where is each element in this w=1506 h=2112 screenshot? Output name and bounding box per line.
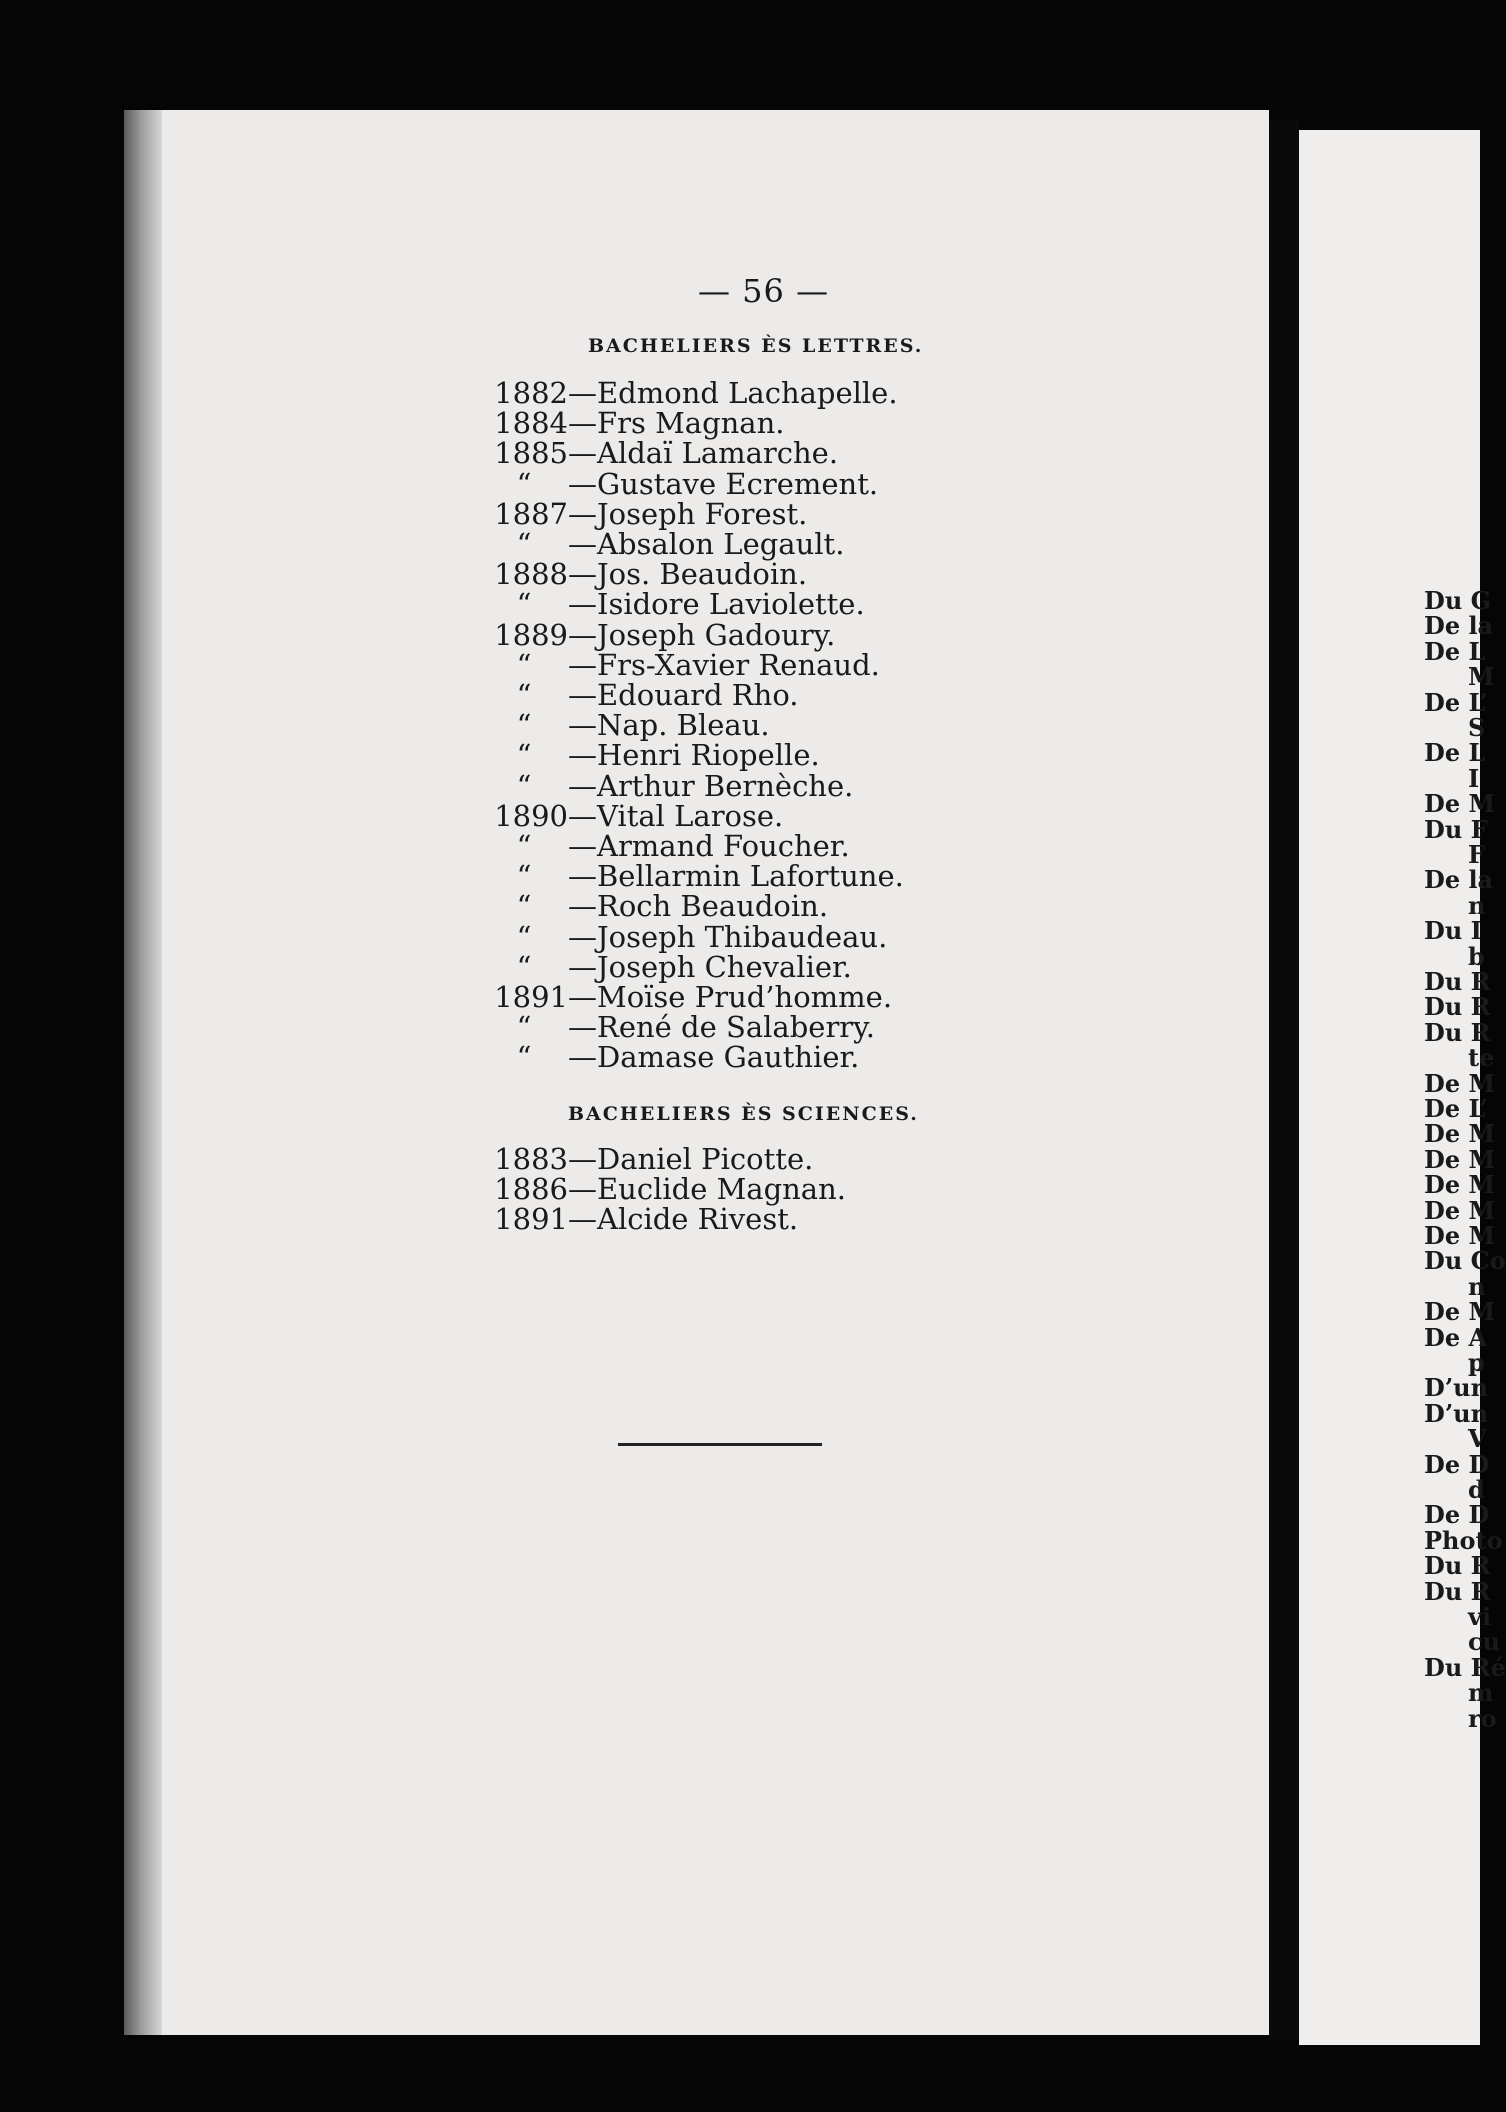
entry-dash: — — [568, 557, 597, 592]
entry-year: 1887 — [494, 496, 568, 531]
right-page-fragment: b — [1468, 941, 1485, 971]
entry-year: “ — [516, 587, 532, 622]
right-page-fragment: De M — [1424, 1195, 1496, 1225]
entry-year: “ — [516, 738, 532, 773]
right-page-fragment: Du I — [1424, 916, 1482, 946]
right-page-fragment: Du G — [1424, 586, 1492, 615]
right-page-fragment: d — [1468, 1475, 1485, 1504]
entry-name: Gustave Ecrement. — [597, 466, 879, 501]
entry-dash: — — [568, 496, 597, 531]
entry-row — [480, 982, 892, 1012]
entry-name: Absalon Legault. — [597, 527, 845, 561]
right-page-fragment: Du Ré — [1424, 1652, 1506, 1682]
entry-row — [480, 889, 829, 924]
entry-row — [480, 1040, 860, 1075]
right-page-fragment: p — [1468, 1348, 1485, 1377]
entry-row — [480, 768, 854, 803]
entry-year: “ — [516, 1010, 532, 1045]
right-page-fragment: cu — [1468, 1627, 1501, 1657]
entry-name: Joseph Gadoury. — [597, 617, 836, 652]
right-page-fragment: De M — [1424, 1068, 1496, 1098]
entry-dash: — — [568, 376, 597, 410]
entry-name: Roch Beaudoin. — [597, 889, 829, 924]
entry-dash: — — [568, 1142, 597, 1176]
entry-row — [480, 1204, 798, 1234]
right-page-fragment: S — [1468, 713, 1486, 742]
entry-dash: — — [568, 889, 597, 924]
entry-name: Frs Magnan. — [597, 406, 785, 441]
entry-row — [480, 496, 808, 531]
entry-year: 1889 — [494, 617, 568, 652]
entry-dash: — — [568, 1040, 597, 1075]
entry-row — [480, 466, 879, 501]
entry-year: “ — [516, 678, 532, 712]
right-page-fragment: m — [1468, 1678, 1494, 1708]
right-page-fragment: V — [1468, 1424, 1487, 1454]
entry-year: 1888 — [494, 557, 568, 592]
entry-row — [480, 738, 820, 773]
right-page-fragment: Du R — [1424, 992, 1491, 1022]
entry-row — [480, 647, 880, 682]
right-page-fragment: De M — [1424, 1144, 1496, 1174]
right-page-fragment: De M — [1424, 1119, 1496, 1149]
entry-dash: — — [568, 829, 597, 863]
entry-name: Isidore Laviolette. — [597, 587, 865, 622]
entry-row — [480, 406, 785, 441]
entry-row — [480, 949, 852, 984]
right-page-fragment: De D — [1424, 1449, 1490, 1479]
page-gutter — [1269, 120, 1299, 2040]
right-page-fragment: Du R — [1424, 1551, 1491, 1581]
entry-name: Aldaï Lamarche. — [597, 436, 839, 471]
right-page-fragment: Du R — [1424, 1576, 1491, 1606]
entry-name: Edouard Rho. — [597, 678, 799, 712]
entry-name: Frs-Xavier Renaud. — [597, 647, 880, 682]
entry-dash: — — [568, 647, 597, 682]
entry-name: Nap. Bleau. — [597, 708, 770, 743]
right-page-fragment: Du Co — [1424, 1246, 1506, 1276]
entry-row — [480, 557, 808, 592]
entry-year: 1885 — [494, 436, 568, 471]
right-page-fragment: F — [1468, 840, 1486, 869]
section-heading-sciences: BACHELIERS ÈS SCIENCES. — [568, 1103, 919, 1125]
entry-dash: — — [568, 678, 597, 712]
right-page-fragment: De M — [1424, 1297, 1496, 1327]
right-page-fragment: De L — [1424, 738, 1486, 768]
entry-dash: — — [568, 980, 597, 1014]
entry-year: 1883 — [494, 1142, 568, 1176]
right-page-fragment: De M — [1424, 789, 1496, 819]
entry-dash: — — [568, 1010, 597, 1045]
right-page-fragment: De L’ — [1424, 687, 1488, 717]
page-binding-shadow — [124, 110, 162, 2035]
right-page-fragment: De la — [1424, 611, 1494, 641]
right-page-fragment: De D — [1424, 1500, 1490, 1530]
entry-row — [480, 919, 888, 954]
entry-year: “ — [516, 708, 532, 743]
entry-name: Alcide Rivest. — [597, 1202, 799, 1236]
entry-row — [480, 378, 898, 408]
right-page-fragment: n — [1468, 1271, 1486, 1301]
entry-name: Moïse Prud’homme. — [597, 980, 893, 1014]
right-page-fragment: De la — [1424, 865, 1494, 895]
entry-year: 1882 — [494, 376, 568, 410]
entry-year: “ — [516, 647, 532, 682]
entry-name: Damase Gauthier. — [597, 1040, 860, 1075]
entry-name: Arthur Bernèche. — [597, 768, 854, 803]
entry-dash: — — [568, 768, 597, 803]
entry-row — [480, 798, 784, 833]
entry-year: 1886 — [494, 1172, 568, 1206]
right-page-fragment: Du F — [1424, 814, 1488, 844]
entry-dash: — — [568, 617, 597, 652]
entry-name: Daniel Picotte. — [597, 1142, 814, 1176]
entry-dash: — — [568, 708, 597, 743]
entry-name: Joseph Chevalier. — [597, 949, 852, 984]
right-page-fragment: ro — [1468, 1703, 1497, 1733]
section-heading-lettres: BACHELIERS ÈS LETTRES. — [588, 335, 924, 357]
right-page-fragment: Du R — [1424, 967, 1491, 996]
entry-year: “ — [516, 1040, 532, 1075]
entry-dash: — — [568, 587, 597, 622]
entry-name: Armand Foucher. — [597, 829, 850, 863]
entry-year: 1884 — [494, 406, 568, 441]
entry-row — [480, 680, 799, 710]
entry-name: Henri Riopelle. — [597, 738, 820, 773]
entry-year: “ — [516, 949, 532, 984]
entry-dash: — — [568, 1172, 597, 1206]
right-page-fragment: n — [1468, 890, 1486, 920]
entry-year: “ — [516, 859, 532, 894]
right-page-fragment: Photo — [1424, 1525, 1503, 1555]
entry-dash: — — [568, 949, 597, 984]
entry-dash: — — [568, 1202, 597, 1236]
entry-year: “ — [516, 919, 532, 954]
right-page-fragment: De L’ — [1424, 1094, 1488, 1123]
entry-dash: — — [568, 798, 597, 833]
right-page-fragment: De M — [1424, 1170, 1496, 1200]
entry-row — [480, 1010, 875, 1045]
entry-dash: — — [568, 527, 597, 561]
entry-name: René de Salaberry. — [597, 1010, 875, 1045]
right-page-fragment: D’un — [1424, 1398, 1489, 1428]
entry-name: Joseph Thibaudeau. — [597, 919, 888, 954]
entry-year: 1891 — [494, 1202, 568, 1236]
right-page-fragment: te — [1468, 1043, 1495, 1073]
entry-row — [480, 708, 770, 743]
entry-year: “ — [516, 527, 532, 561]
right-page-fragment: De M — [1424, 1221, 1496, 1250]
entry-dash: — — [568, 466, 597, 501]
right-page-fragment: I — [1468, 763, 1480, 793]
right-page-fragment: Du R — [1424, 1017, 1491, 1047]
entry-dash: — — [568, 436, 597, 471]
entry-row — [480, 1174, 846, 1204]
right-page-fragment: M — [1468, 662, 1495, 692]
entry-name: Euclide Magnan. — [597, 1172, 846, 1206]
entry-row — [480, 436, 839, 471]
entry-row — [480, 859, 904, 894]
entry-row — [480, 587, 865, 622]
entry-row — [480, 831, 850, 861]
entry-year: “ — [516, 768, 532, 803]
entry-row — [480, 617, 836, 652]
horizontal-rule — [618, 1443, 822, 1446]
entry-name: Bellarmin Lafortune. — [597, 859, 904, 894]
entry-year: 1890 — [494, 798, 568, 833]
page-number: — 56 — — [698, 272, 830, 310]
entry-dash: — — [568, 919, 597, 954]
right-page-fragment: D’un — [1424, 1373, 1489, 1403]
entry-dash: — — [568, 406, 597, 441]
entry-row — [480, 529, 844, 559]
entry-dash: — — [568, 738, 597, 773]
entry-name: Jos. Beaudoin. — [597, 557, 808, 592]
entry-year: “ — [516, 829, 532, 863]
entry-name: Vital Larose. — [597, 798, 784, 833]
entry-dash: — — [568, 859, 597, 894]
right-page-fragment: De A — [1424, 1322, 1488, 1352]
entry-year: “ — [516, 466, 532, 501]
entry-name: Joseph Forest. — [597, 496, 808, 531]
right-page-fragment: vi — [1468, 1602, 1492, 1631]
entry-row — [480, 1144, 813, 1174]
right-page-fragment: De L — [1424, 636, 1486, 666]
entry-year: 1891 — [494, 980, 568, 1014]
entry-name: Edmond Lachapelle. — [597, 376, 898, 410]
entry-year: “ — [516, 889, 532, 924]
